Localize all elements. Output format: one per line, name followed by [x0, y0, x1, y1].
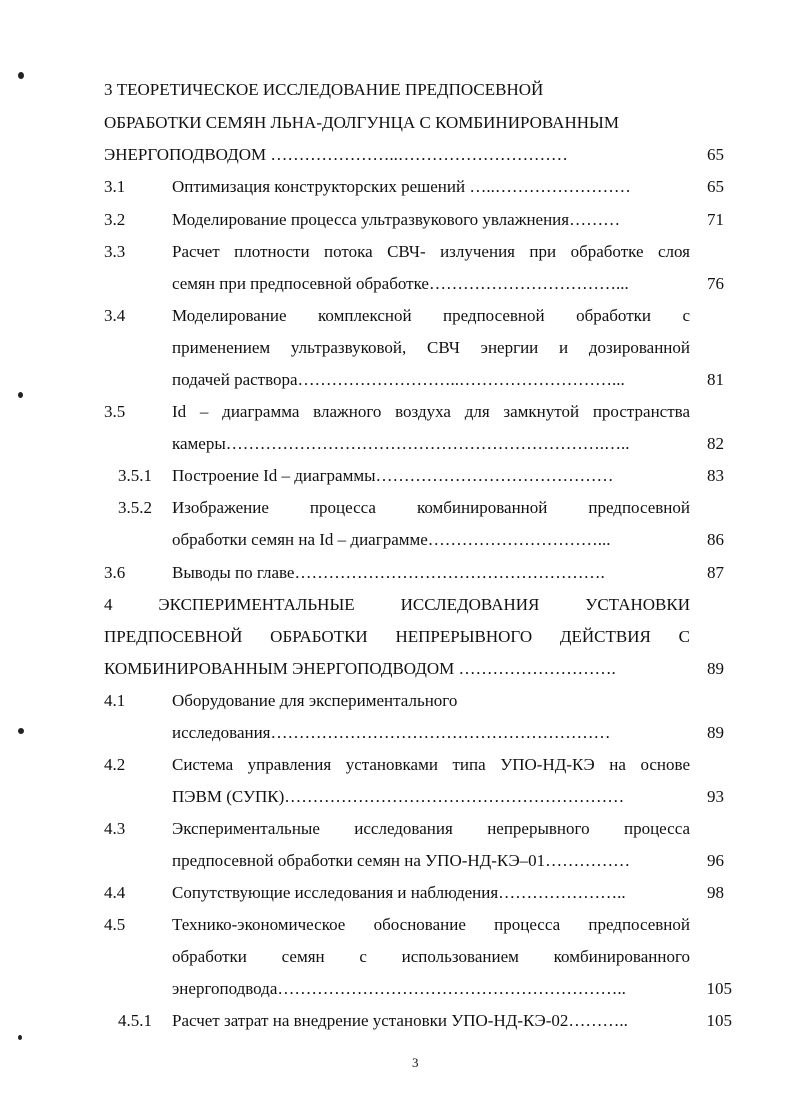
- toc-number: 3.3: [104, 242, 126, 261]
- toc-title: Построение Id – диаграммы……………………………………: [172, 466, 614, 485]
- toc-page: 71: [707, 210, 724, 229]
- section-3-heading-line1: 3 ТЕОРЕТИЧЕСКОЕ ИССЛЕДОВАНИЕ ПРЕДПОСЕВНОЙ: [104, 80, 544, 99]
- scan-dot: [18, 392, 23, 398]
- toc-page: 105: [706, 1011, 732, 1030]
- scan-dot: [18, 1035, 22, 1040]
- toc-number: 4.5: [104, 915, 126, 934]
- toc-title: Экспериментальные исследования непрерывного процесса: [172, 819, 690, 838]
- toc-title: Расчет плотности потока СВЧ- излучения при обработке слоя: [172, 242, 690, 261]
- toc-title: Расчет затрат на внедрение установки УПО-НД-КЭ-02………..: [172, 1011, 628, 1030]
- section-3-page: 65: [707, 145, 724, 164]
- section-4-page: 89: [707, 659, 724, 678]
- toc-number: 4.1: [104, 691, 126, 710]
- toc-page: 81: [707, 370, 724, 389]
- toc-page: 76: [707, 274, 724, 293]
- toc-title: Id – диаграмма влажного воздуха для замкнутой пространства: [172, 402, 690, 421]
- toc-title: Моделирование процесса ультразвукового увлажнения………: [172, 210, 621, 229]
- toc-title-cont: подачей раствора………………………..………………………...: [172, 370, 625, 389]
- toc-number: 3.5: [104, 402, 126, 421]
- toc-number: 3.2: [104, 210, 126, 229]
- section-3-heading-line3: ЭНЕРГОПОДВОДОМ …………………..…………………………: [104, 145, 568, 164]
- toc-number: 4.2: [104, 755, 126, 774]
- toc-title: Система управления установками типа УПО-НД-КЭ на основе: [172, 755, 690, 774]
- toc-title-cont: семян при предпосевной обработке……………………………...: [172, 274, 629, 293]
- toc-title-cont: камеры………………………………………………………….…..: [172, 434, 630, 453]
- toc-title: Выводы по главе……………………………………………….: [172, 563, 605, 582]
- toc-title-cont: предпосевной обработки семян на УПО-НД-КЭ–01……………: [172, 851, 631, 870]
- toc-page: 65: [707, 177, 724, 196]
- toc-page: 96: [707, 851, 724, 870]
- toc-number: 3.6: [104, 563, 126, 582]
- toc-number: 3.5.1: [118, 466, 152, 485]
- toc-title-cont: применением ультразвуковой, СВЧ энергии и дозированной: [172, 338, 690, 357]
- toc-title: Оборудование для экспериментального: [172, 691, 458, 710]
- toc-number: 4.3: [104, 819, 126, 838]
- toc-page: 89: [707, 723, 724, 742]
- section-4-heading-line2: ПРЕДПОСЕВНОЙ ОБРАБОТКИ НЕПРЕРЫВНОГО ДЕЙСТВИЯ С: [104, 627, 690, 646]
- toc-title-cont: обработки семян с использованием комбинированного: [172, 947, 690, 966]
- toc-title: Технико-экономическое обоснование процесса предпосевной: [172, 915, 690, 934]
- toc-number: 4.4: [104, 883, 126, 902]
- toc-page: 98: [707, 883, 724, 902]
- toc-title: Изображение процесса комбинированной предпосевной: [172, 498, 690, 517]
- toc-title-cont: исследования……………………………………………………: [172, 723, 611, 742]
- page-number: 3: [412, 1055, 419, 1070]
- toc-page: 105: [706, 979, 732, 998]
- toc-title: Оптимизация конструкторских решений …..……………………: [172, 177, 631, 196]
- toc-page: 86: [707, 530, 724, 549]
- toc-title: Сопутствующие исследования и наблюдения…………………..: [172, 883, 626, 902]
- toc-page: 93: [707, 787, 724, 806]
- toc-title-cont: ПЭВМ (СУПК)……………………………………………………: [172, 787, 625, 806]
- toc-number: 4.5.1: [118, 1011, 152, 1030]
- section-4-heading-line1: 4 ЭКСПЕРИМЕНТАЛЬНЫЕ ИССЛЕДОВАНИЯ УСТАНОВКИ: [104, 595, 690, 614]
- toc-page: 87: [707, 563, 724, 582]
- section-3-heading-line2: ОБРАБОТКИ СЕМЯН ЛЬНА-ДОЛГУНЦА С КОМБИНИРОВАННЫМ: [104, 113, 619, 132]
- scan-dot: [18, 728, 24, 734]
- toc-title-cont: обработки семян на Id – диаграмме…………………………...: [172, 530, 611, 549]
- toc-number: 3.1: [104, 177, 126, 196]
- toc-page: 82: [707, 434, 724, 453]
- toc-number: 3.4: [104, 306, 126, 325]
- toc-number: 3.5.2: [118, 498, 152, 517]
- toc-page: 83: [707, 466, 724, 485]
- scan-dot: [18, 72, 24, 79]
- section-4-heading-line3: КОМБИНИРОВАННЫМ ЭНЕРГОПОДВОДОМ ……………………….: [104, 659, 616, 678]
- toc-title: Моделирование комплексной предпосевной обработки с: [172, 306, 690, 325]
- toc-title-cont: энергоподвода……………………………………………………..: [172, 979, 626, 998]
